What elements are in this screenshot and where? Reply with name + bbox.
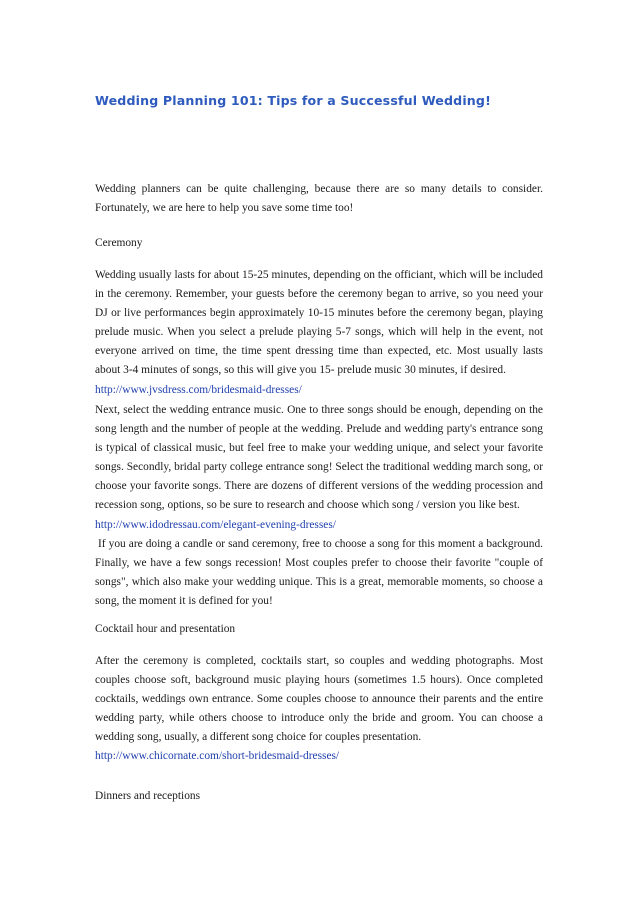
ceremony-heading: Ceremony [95, 237, 143, 249]
document-title: Wedding Planning 101: Tips for a Successful Wedding! [95, 93, 491, 108]
ceremony-block [95, 266, 543, 400]
cocktail-paragraph: After the ceremony is completed, cocktails start, so couples and wedding photographs. Most couples choose soft, background music playing hours (sometimes 1.5 hours). Once completed cocktails, weddings own entrance. Some couples choose to announce their parents and the entire wedding party, while others choose to introduce only the bride and groom. You can choose a wedding song, usually, a different song choice for couples presentation. [95, 655, 543, 744]
intro-block [95, 180, 543, 218]
ceremony-heading-block [95, 234, 543, 253]
dinners-heading: Dinners and receptions [95, 790, 201, 802]
link-idodressau[interactable]: http://www.idodressau.com/elegant-evening-dresses/ [95, 518, 336, 531]
intro-paragraph: Wedding planners can be quite challenging, because there are so many details to consider. Fortunately, we are here to help you save some time too! [95, 183, 543, 215]
candle-block [95, 535, 543, 611]
candle-paragraph: If you are doing a candle or sand ceremony, free to choose a song for this moment a background. Finally, we have a few songs recession! Most couples prefer to choose their favorite "couple of songs", which also make your wedding unique. This is a great, memorable moments, so choose a song, the moment it is defined for you! [95, 538, 543, 608]
entrance-block [95, 401, 543, 535]
link-chicornate[interactable]: http://www.chicornate.com/short-bridesmaid-dresses/ [95, 750, 340, 763]
cocktail-heading: Cocktail hour and presentation [95, 623, 236, 635]
dinners-heading-block [95, 787, 543, 806]
entrance-paragraph: Next, select the wedding entrance music. One to three songs should be enough, depending on the song length and the number of people at the wedding. Prelude and wedding party's entrance song is typical of classical music, but feel free to make your wedding unique, and select your favorite songs. Secondly, bridal party college entrance song! Select the traditional wedding march song, or choose your favorite songs. There are dozens of different versions of the wedding procession and recession song, options, so be sure to research and choose which song / version you like best. [95, 404, 543, 512]
link-jvsdress[interactable]: http://www.jvsdress.com/bridesmaid-dresses/ [95, 383, 302, 396]
cocktail-block [95, 652, 543, 767]
ceremony-paragraph: Wedding usually lasts for about 15-25 minutes, depending on the officiant, which will be included in the ceremony. Remember, your guests before the ceremony began to arrive, so you need your DJ or live performances begin approximately 10-15 minutes before the ceremony began, playing prelude music. When you select a prelude playing 5-7 songs, which will help in the event, not everyone arrived on time, the time spent dressing time than expected, etc. Most usually lasts about 3-4 minutes of songs, so this will give you 15- prelude music 30 minutes, if desired. [95, 269, 543, 377]
cocktail-heading-block [95, 620, 543, 639]
